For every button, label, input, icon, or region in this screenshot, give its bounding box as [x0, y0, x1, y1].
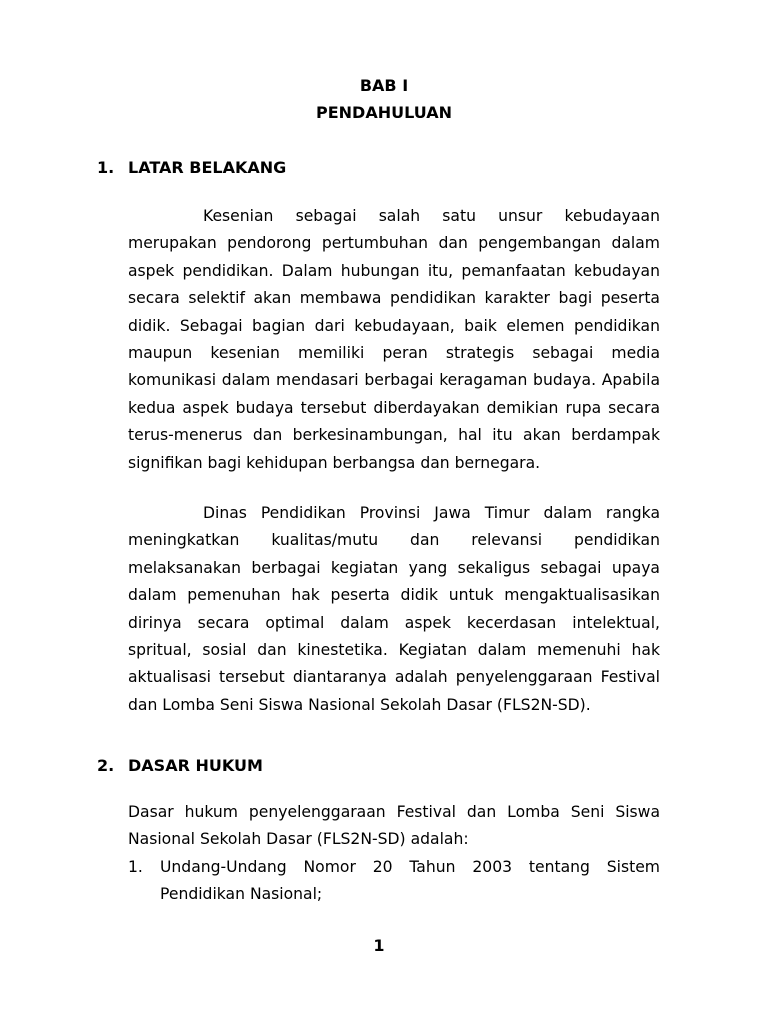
legal-basis-list-item: [128, 854, 660, 909]
background-paragraph-2: Dinas Pendidikan Provinsi Jawa Timur dalam rangka meningkatkan kualitas/mutu dan relevansi pendidikan melaksanakan berbagai kegiatan yang sekaligus sebagai upaya dalam pemenuhan hak peserta didik untuk mengaktualisasikan dirinya secara optimal dalam aspek kecerdasan intelektual, spritual, sosial dan kinestetika. Kegiatan dalam memenuhi hak aktualisasi tersebut diantaranya adalah penyelenggaraan Festival dan Lomba Seni Siswa Nasional Sekolah Dasar (FLS2N-SD).: [128, 504, 660, 714]
section-number: 1.: [97, 158, 115, 177]
page-number: 1: [373, 936, 385, 955]
section-heading-latar-belakang: [97, 158, 286, 178]
list-item-text: Undang-Undang Nomor 20 Tahun 2003 tentang Sistem Pendidikan Nasional;: [160, 858, 660, 904]
chapter-title: PENDAHULUAN: [316, 103, 452, 122]
section-title: DASAR HUKUM: [128, 756, 263, 775]
background-paragraph-1: Kesenian sebagai salah satu unsur kebudayaan merupakan pendorong pertumbuhan dan pengembangan dalam aspek pendidikan. Dalam hubungan itu, pemanfaatan kebudayan secara selektif akan membawa pendidikan karakter bagi peserta didik. Sebagai bagian dari kebudayaan, baik elemen pendidikan maupun kesenian memiliki peran strategis sebagai media komunikasi dalam mendasari berbagai keragaman budaya. Apabila kedua aspek budaya tersebut diberdayakan demikian rupa secara terus-menerus dan berkesinambungan, hal itu akan berdampak signifikan bagi kehidupan berbangsa dan bernegara.: [128, 207, 660, 472]
legal-basis-intro: Dasar hukum penyelenggaraan Festival dan Lomba Seni Siswa Nasional Sekolah Dasar (FLS2N-SD) adalah:: [128, 803, 660, 849]
chapter-label: BAB I: [359, 76, 409, 95]
section-heading-dasar-hukum: [97, 756, 263, 776]
section-title: LATAR BELAKANG: [128, 158, 287, 177]
list-item-number: 1.: [128, 858, 143, 876]
section-number: 2.: [97, 756, 115, 775]
